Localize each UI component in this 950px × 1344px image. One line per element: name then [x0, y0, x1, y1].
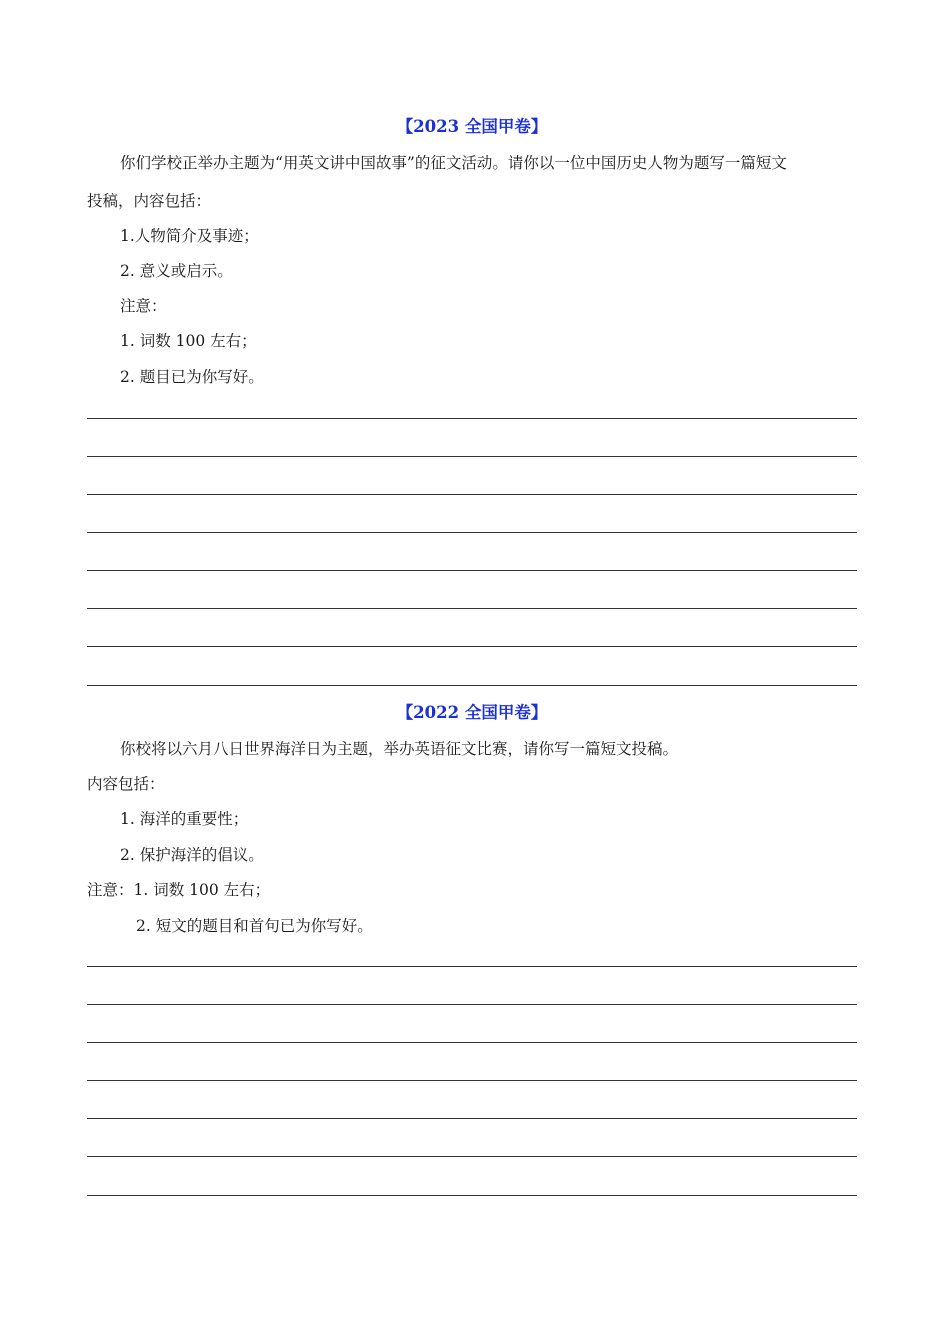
answer-line	[87, 1195, 857, 1196]
section-2023-prompt-line-2: 投稿，内容包括：	[87, 192, 212, 210]
answer-line	[87, 1042, 857, 1043]
answer-line	[87, 1156, 857, 1157]
section-2023-note-1: 1. 词数 100 左右；	[120, 332, 257, 350]
answer-line	[87, 494, 857, 495]
section-2023-note-label: 注意：	[120, 297, 167, 315]
section-2023-note-2: 2. 题目已为你写好。	[120, 368, 264, 386]
answer-line	[87, 646, 857, 647]
section-2022-note-1: 注意：1. 词数 100 左右；	[87, 881, 271, 899]
answer-line	[87, 608, 857, 609]
section-2022-title: 【2022 全国甲卷】	[396, 703, 548, 722]
answer-line	[87, 1004, 857, 1005]
answer-line	[87, 685, 857, 686]
answer-line	[87, 1118, 857, 1119]
section-2022-note-2: 2. 短文的题目和首句已为你写好。	[136, 917, 373, 935]
section-2023-prompt-line-1: 你们学校正举办主题为“用英文讲中国故事”的征文活动。请你以一位中国历史人物为题写一篇短文	[120, 154, 787, 172]
section-2023-title: 【2023 全国甲卷】	[396, 117, 548, 136]
answer-line	[87, 966, 857, 967]
answer-line	[87, 570, 857, 571]
section-2022-prompt-line-1: 你校将以六月八日世界海洋日为主题，举办英语征文比赛，请你写一篇短文投稿。	[120, 740, 679, 758]
section-2023-item-2: 2. 意义或启示。	[120, 262, 233, 280]
section-2023-item-1: 1.人物简介及事迹；	[120, 227, 259, 245]
section-2022-item-1: 1. 海洋的重要性；	[120, 810, 249, 828]
answer-line	[87, 1080, 857, 1081]
answer-line	[87, 418, 857, 419]
section-2022-item-2: 2. 保护海洋的倡议。	[120, 846, 264, 864]
section-2022-content-label: 内容包括：	[87, 775, 165, 793]
answer-line	[87, 456, 857, 457]
answer-line	[87, 532, 857, 533]
